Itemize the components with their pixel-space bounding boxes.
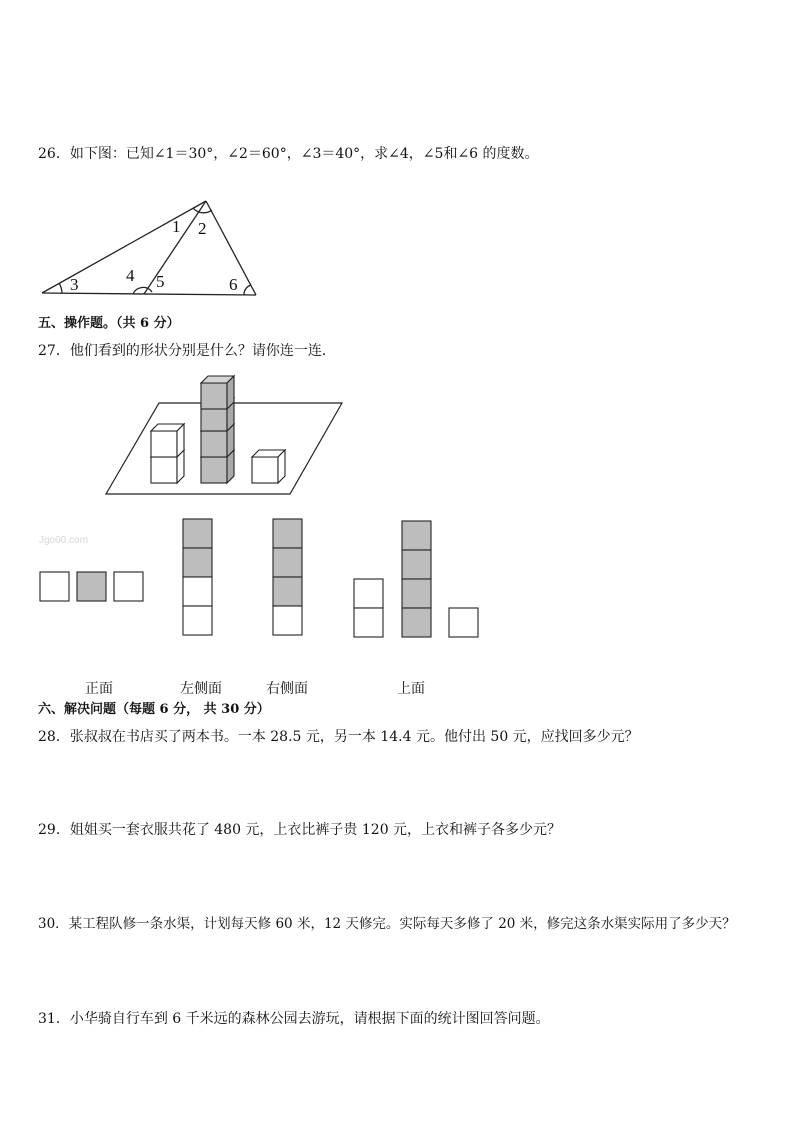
angle-label-2: 2 — [198, 219, 207, 238]
cube-mid-1 — [201, 450, 234, 483]
option-a-square-2 — [77, 572, 106, 601]
option-d-mid-2 — [402, 550, 431, 579]
angle-label-5: 5 — [156, 272, 165, 291]
option-a-square-3 — [114, 572, 143, 601]
option-b-square-2 — [183, 548, 212, 577]
cube-mid-4 — [201, 376, 234, 409]
question-29-text: 29．姐姐买一套衣服共花了 480 元，上衣比裤子贵 120 元，上衣和裤子各多少元？ — [38, 822, 562, 838]
angle-label-1: 1 — [172, 217, 181, 236]
question-26-text: 26．如下图：已知∠1＝30°，∠2＝60°，∠3＝40°，求∠4，∠5和∠6 的度数。 — [38, 146, 539, 162]
angle-arc-top — [193, 208, 212, 213]
section-5-title: 五、操作题。（共 6 分） — [38, 316, 180, 331]
question-30-text: 30．某工程队修一条水渠，计划每天修 60 米，12 天修完。实际每天多修了 20 米，修完这条水渠实际用了多少天？ — [38, 916, 736, 932]
cube-left-2 — [151, 424, 184, 457]
question-31-text: 31．小华骑自行车到 6 千米远的森林公园去游玩，请根据下面的统计图回答问题。 — [38, 1011, 550, 1027]
option-d-left-1 — [354, 579, 383, 608]
view-label-top: 上面 — [397, 681, 425, 697]
option-b-square-4 — [183, 606, 212, 635]
watermark: Jgo00.com — [39, 535, 88, 546]
angle-label-6: 6 — [229, 275, 238, 294]
option-d-mid-1 — [402, 521, 431, 550]
question-27-text: 27．他们看到的形状分别是什么？请你连一连． — [38, 343, 336, 359]
option-b-square-1 — [183, 519, 212, 548]
option-b-square-3 — [183, 577, 212, 606]
angle-arc-4-5 — [133, 287, 152, 294]
angle-label-3: 3 — [70, 275, 79, 294]
base-plane — [106, 403, 342, 494]
angle-arc-6 — [244, 285, 251, 295]
question-28-text: 28．张叔叔在书店买了两本书。一本 28.5 元，另一本 14.4 元。他付出 50 元，应找回多少元？ — [38, 729, 639, 745]
option-c-square-2 — [273, 548, 302, 577]
option-d-left-2 — [354, 608, 383, 637]
option-c-square-3 — [273, 577, 302, 606]
option-d-mid-4 — [402, 608, 431, 637]
section-6-title: 六、解决问题（每题 6 分， 共 30 分） — [38, 702, 270, 717]
option-c-square-1 — [273, 519, 302, 548]
option-c-square-4 — [273, 606, 302, 635]
view-label-front: 正面 — [85, 681, 113, 697]
view-label-left: 左侧面 — [180, 681, 222, 697]
option-d-right-1 — [449, 608, 478, 637]
angle-arc-3 — [59, 283, 62, 293]
cube-mid-3 — [201, 398, 234, 431]
view-label-right: 右侧面 — [266, 681, 308, 697]
cube-mid-2 — [201, 424, 234, 457]
option-d-mid-3 — [402, 579, 431, 608]
option-a-square-1 — [40, 572, 69, 601]
cube-left-1 — [151, 450, 184, 483]
angle-label-4: 4 — [126, 266, 135, 285]
cube-right-1 — [252, 450, 285, 483]
